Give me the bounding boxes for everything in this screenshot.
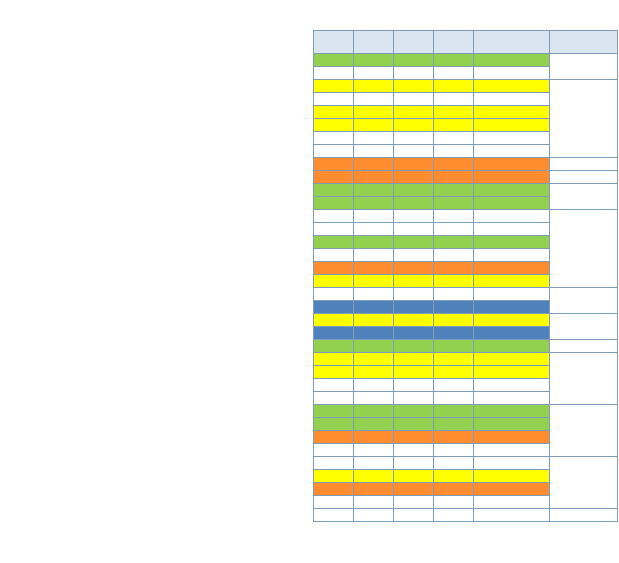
change-prev-year-cell [354, 249, 394, 262]
fill-percent-cell [394, 119, 434, 132]
change-prev-year-cell [354, 444, 394, 457]
dam-name-cell [474, 509, 550, 522]
storage-cell [434, 80, 474, 93]
fill-percent-cell [394, 431, 434, 444]
dam-name-cell [474, 288, 550, 301]
dam-name-cell [474, 184, 550, 197]
change-10yr-avg-cell [314, 54, 354, 67]
fill-percent-cell [394, 223, 434, 236]
dam-name-cell [474, 405, 550, 418]
change-prev-year-cell [354, 80, 394, 93]
table-row [314, 210, 618, 223]
dam-name-cell [474, 366, 550, 379]
dam-name-cell [474, 54, 550, 67]
province-cell [550, 288, 618, 314]
fill-percent-cell [394, 314, 434, 327]
storage-cell [434, 210, 474, 223]
table-row [314, 171, 618, 184]
dam-name-cell [474, 470, 550, 483]
province-cell [550, 171, 618, 184]
dam-name-cell [474, 418, 550, 431]
table-row [314, 80, 618, 93]
province-cell [550, 509, 618, 522]
storage-cell [434, 93, 474, 106]
fill-percent-cell [394, 483, 434, 496]
fill-percent-cell [394, 249, 434, 262]
storage-cell [434, 418, 474, 431]
change-prev-year-cell [354, 418, 394, 431]
dam-name-cell [474, 67, 550, 80]
table-row [314, 457, 618, 470]
dam-name-cell [474, 158, 550, 171]
change-prev-year-cell [354, 145, 394, 158]
change-10yr-avg-cell [314, 223, 354, 236]
change-10yr-avg-cell [314, 483, 354, 496]
dam-name-cell [474, 236, 550, 249]
storage-cell [434, 301, 474, 314]
storage-cell [434, 262, 474, 275]
change-prev-year-cell [354, 431, 394, 444]
change-prev-year-cell [354, 327, 394, 340]
storage-cell [434, 119, 474, 132]
change-prev-year-cell [354, 457, 394, 470]
change-10yr-avg-cell [314, 379, 354, 392]
change-10yr-avg-cell [314, 236, 354, 249]
change-10yr-avg-cell [314, 392, 354, 405]
province-cell [550, 340, 618, 353]
change-prev-year-cell [354, 132, 394, 145]
change-10yr-avg-cell [314, 184, 354, 197]
storage-cell [434, 340, 474, 353]
change-10yr-avg-cell [314, 340, 354, 353]
change-prev-year-cell [354, 197, 394, 210]
change-10yr-avg-cell [314, 509, 354, 522]
change-10yr-avg-cell [314, 353, 354, 366]
dam-name-cell [474, 444, 550, 457]
change-10yr-avg-cell [314, 210, 354, 223]
province-cell [550, 80, 618, 158]
change-10yr-avg-cell [314, 314, 354, 327]
fill-percent-cell [394, 340, 434, 353]
storage-cell [434, 405, 474, 418]
column-header [434, 31, 474, 54]
storage-cell [434, 145, 474, 158]
fill-percent-cell [394, 93, 434, 106]
fill-percent-cell [394, 366, 434, 379]
storage-cell [434, 483, 474, 496]
province-cell [550, 314, 618, 340]
column-header [394, 31, 434, 54]
change-10yr-avg-cell [314, 145, 354, 158]
dam-name-cell [474, 132, 550, 145]
change-prev-year-cell [354, 93, 394, 106]
dam-name-cell [474, 275, 550, 288]
column-header [354, 31, 394, 54]
fill-percent-cell [394, 262, 434, 275]
change-10yr-avg-cell [314, 327, 354, 340]
dam-name-cell [474, 249, 550, 262]
change-prev-year-cell [354, 158, 394, 171]
storage-cell [434, 366, 474, 379]
dam-name-cell [474, 340, 550, 353]
dam-name-cell [474, 171, 550, 184]
change-prev-year-cell [354, 171, 394, 184]
change-prev-year-cell [354, 392, 394, 405]
change-10yr-avg-cell [314, 457, 354, 470]
change-10yr-avg-cell [314, 418, 354, 431]
dam-name-cell [474, 145, 550, 158]
change-prev-year-cell [354, 288, 394, 301]
change-10yr-avg-cell [314, 405, 354, 418]
storage-cell [434, 106, 474, 119]
fill-percent-cell [394, 54, 434, 67]
storage-cell [434, 184, 474, 197]
change-10yr-avg-cell [314, 262, 354, 275]
dam-name-cell [474, 496, 550, 509]
table-row [314, 158, 618, 171]
change-prev-year-cell [354, 470, 394, 483]
fill-percent-cell [394, 405, 434, 418]
fill-percent-cell [394, 275, 434, 288]
change-prev-year-cell [354, 184, 394, 197]
fill-percent-cell [394, 171, 434, 184]
change-10yr-avg-cell [314, 366, 354, 379]
dam-name-cell [474, 392, 550, 405]
change-10yr-avg-cell [314, 132, 354, 145]
table-row [314, 509, 618, 522]
change-10yr-avg-cell [314, 93, 354, 106]
change-prev-year-cell [354, 54, 394, 67]
table-row [314, 288, 618, 301]
change-prev-year-cell [354, 483, 394, 496]
fill-percent-cell [394, 236, 434, 249]
change-10yr-avg-cell [314, 496, 354, 509]
storage-cell [434, 249, 474, 262]
table-row [314, 54, 618, 67]
table-row [314, 353, 618, 366]
fill-percent-cell [394, 509, 434, 522]
change-prev-year-cell [354, 119, 394, 132]
dam-name-cell [474, 353, 550, 366]
dam-name-cell [474, 431, 550, 444]
fill-percent-cell [394, 184, 434, 197]
table-row [314, 340, 618, 353]
storage-cell [434, 197, 474, 210]
dam-name-cell [474, 210, 550, 223]
storage-cell [434, 132, 474, 145]
column-header [550, 31, 618, 54]
dam-name-cell [474, 197, 550, 210]
change-prev-year-cell [354, 379, 394, 392]
change-10yr-avg-cell [314, 301, 354, 314]
storage-cell [434, 327, 474, 340]
dam-name-cell [474, 301, 550, 314]
fill-percent-cell [394, 444, 434, 457]
dam-name-cell [474, 457, 550, 470]
change-prev-year-cell [354, 496, 394, 509]
fill-percent-cell [394, 132, 434, 145]
change-10yr-avg-cell [314, 275, 354, 288]
province-cell [550, 405, 618, 457]
storage-cell [434, 236, 474, 249]
fill-percent-cell [394, 392, 434, 405]
change-10yr-avg-cell [314, 288, 354, 301]
change-prev-year-cell [354, 509, 394, 522]
province-cell [550, 210, 618, 288]
change-10yr-avg-cell [314, 80, 354, 93]
storage-cell [434, 223, 474, 236]
column-header [474, 31, 550, 54]
storage-cell [434, 158, 474, 171]
fill-percent-cell [394, 106, 434, 119]
storage-cell [434, 509, 474, 522]
province-cell [550, 158, 618, 171]
table-row [314, 314, 618, 327]
change-10yr-avg-cell [314, 171, 354, 184]
fill-percent-cell [394, 80, 434, 93]
dam-name-cell [474, 119, 550, 132]
fill-percent-cell [394, 197, 434, 210]
dams-table-right [313, 30, 618, 522]
change-10yr-avg-cell [314, 67, 354, 80]
storage-cell [434, 444, 474, 457]
dam-name-cell [474, 93, 550, 106]
dam-name-cell [474, 223, 550, 236]
change-prev-year-cell [354, 405, 394, 418]
change-prev-year-cell [354, 223, 394, 236]
storage-cell [434, 392, 474, 405]
change-prev-year-cell [354, 262, 394, 275]
dam-name-cell [474, 80, 550, 93]
change-10yr-avg-cell [314, 197, 354, 210]
fill-percent-cell [394, 470, 434, 483]
storage-cell [434, 431, 474, 444]
fill-percent-cell [394, 67, 434, 80]
dam-name-cell [474, 106, 550, 119]
dam-name-cell [474, 327, 550, 340]
column-header [314, 31, 354, 54]
fill-percent-cell [394, 288, 434, 301]
table-row [314, 405, 618, 418]
fill-percent-cell [394, 457, 434, 470]
change-10yr-avg-cell [314, 158, 354, 171]
change-prev-year-cell [354, 340, 394, 353]
fill-percent-cell [394, 145, 434, 158]
change-prev-year-cell [354, 275, 394, 288]
change-10yr-avg-cell [314, 106, 354, 119]
storage-cell [434, 353, 474, 366]
fill-percent-cell [394, 496, 434, 509]
fill-percent-cell [394, 418, 434, 431]
change-prev-year-cell [354, 210, 394, 223]
change-prev-year-cell [354, 236, 394, 249]
storage-cell [434, 496, 474, 509]
dam-name-cell [474, 262, 550, 275]
change-10yr-avg-cell [314, 444, 354, 457]
change-10yr-avg-cell [314, 470, 354, 483]
storage-cell [434, 470, 474, 483]
dam-name-cell [474, 379, 550, 392]
province-cell [550, 184, 618, 210]
change-10yr-avg-cell [314, 119, 354, 132]
fill-percent-cell [394, 158, 434, 171]
table-row [314, 184, 618, 197]
change-prev-year-cell [354, 301, 394, 314]
province-cell [550, 457, 618, 509]
change-prev-year-cell [354, 314, 394, 327]
storage-cell [434, 67, 474, 80]
change-10yr-avg-cell [314, 431, 354, 444]
fill-percent-cell [394, 327, 434, 340]
fill-percent-cell [394, 210, 434, 223]
fill-percent-cell [394, 353, 434, 366]
storage-cell [434, 314, 474, 327]
storage-cell [434, 54, 474, 67]
storage-cell [434, 288, 474, 301]
storage-cell [434, 275, 474, 288]
province-cell [550, 353, 618, 405]
change-prev-year-cell [354, 366, 394, 379]
storage-cell [434, 171, 474, 184]
table-body [314, 54, 618, 522]
change-prev-year-cell [354, 353, 394, 366]
dam-name-cell [474, 483, 550, 496]
storage-cell [434, 457, 474, 470]
change-prev-year-cell [354, 67, 394, 80]
change-10yr-avg-cell [314, 249, 354, 262]
header-row [314, 31, 618, 54]
fill-percent-cell [394, 301, 434, 314]
fill-percent-cell [394, 379, 434, 392]
storage-cell [434, 379, 474, 392]
change-prev-year-cell [354, 106, 394, 119]
dam-name-cell [474, 314, 550, 327]
province-cell [550, 54, 618, 80]
